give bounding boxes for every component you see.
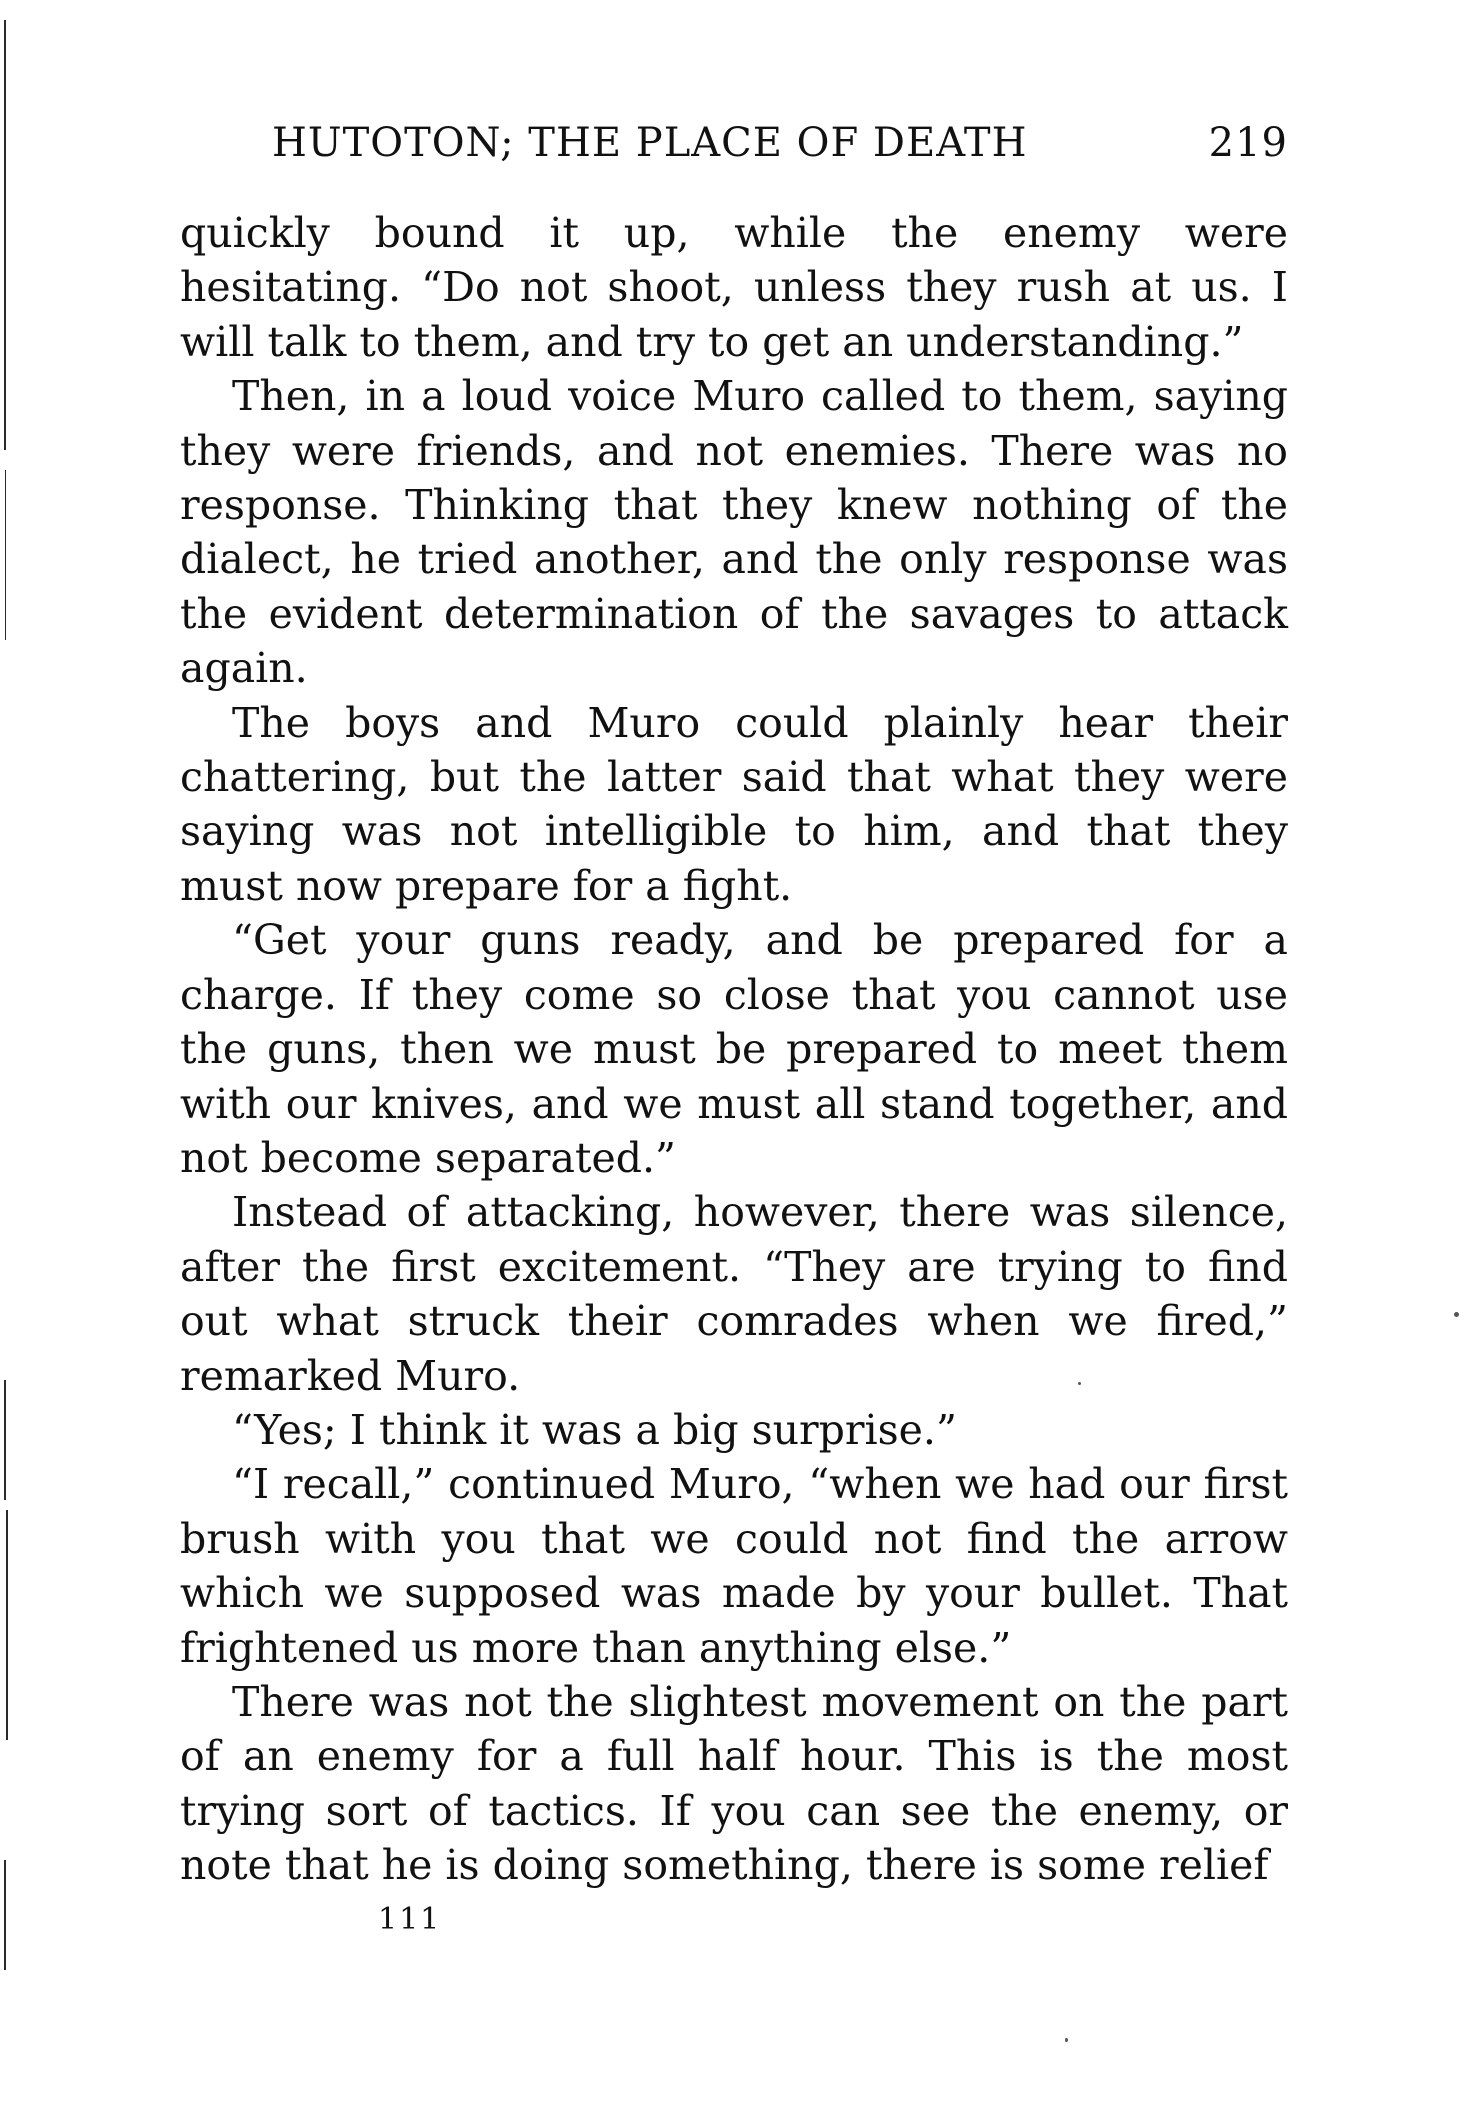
scan-speck [1454, 1312, 1459, 1317]
page-number: 219 [1208, 120, 1288, 166]
body-text [180, 206, 1288, 1893]
paragraph: “I recall,” continued Muro, “when we had our first brush with you that we could not find the arrow which we supposed was made by your bullet. That frightened us more than anything else.” [180, 1460, 1288, 1672]
running-header [180, 120, 1288, 180]
page-gutter-edge [0, 0, 14, 2108]
gutter-line [4, 1860, 6, 1970]
paragraph: “Get your guns ready, and be prepared for a charge. If they come so close that you cannot use the guns, then we must be prepared to meet them with our knives, and we must all stand together, and not become separated.” [180, 916, 1288, 1182]
gutter-line [6, 1510, 8, 1740]
paragraph: Instead of attacking, however, there was silence, after the first excitement. “They are trying to find out what struck their comrades when we fired,” remarked Muro. [180, 1188, 1288, 1400]
scan-speck [1078, 1382, 1081, 1385]
gutter-line [4, 20, 6, 450]
running-title: HUTOTON; THE PLACE OF DEATH [272, 120, 1028, 166]
scan-speck [1065, 2038, 1068, 2042]
paragraph: The boys and Muro could plainly hear their chattering, but the latter said that what they were saying was not intelligible to him, and that they must now prepare for a fight. [180, 698, 1288, 910]
signature-mark: 111 [378, 1902, 442, 1937]
gutter-line [5, 470, 6, 640]
book-page [180, 120, 1288, 1893]
paragraph: There was not the slightest movement on the part of an enemy for a full half hour. This is the most trying sort of tactics. If you can see the enemy, or note that he is doing something, there is some relief [180, 1677, 1288, 1890]
paragraph: Then, in a loud voice Muro called to them, saying they were friends, and not enemies. There was no response. Thinking that they knew nothing of the dialect, he tried another, and the only response was the evident determination of the savages to attack again. [180, 372, 1288, 693]
gutter-line [4, 1380, 6, 1500]
paragraph: quickly bound it up, while the enemy were hesitating. “Do not shoot, unless they rush at us. I will talk to them, and try to get an understanding.” [180, 209, 1288, 366]
paragraph: “Yes; I think it was a big surprise.” [232, 1405, 957, 1454]
